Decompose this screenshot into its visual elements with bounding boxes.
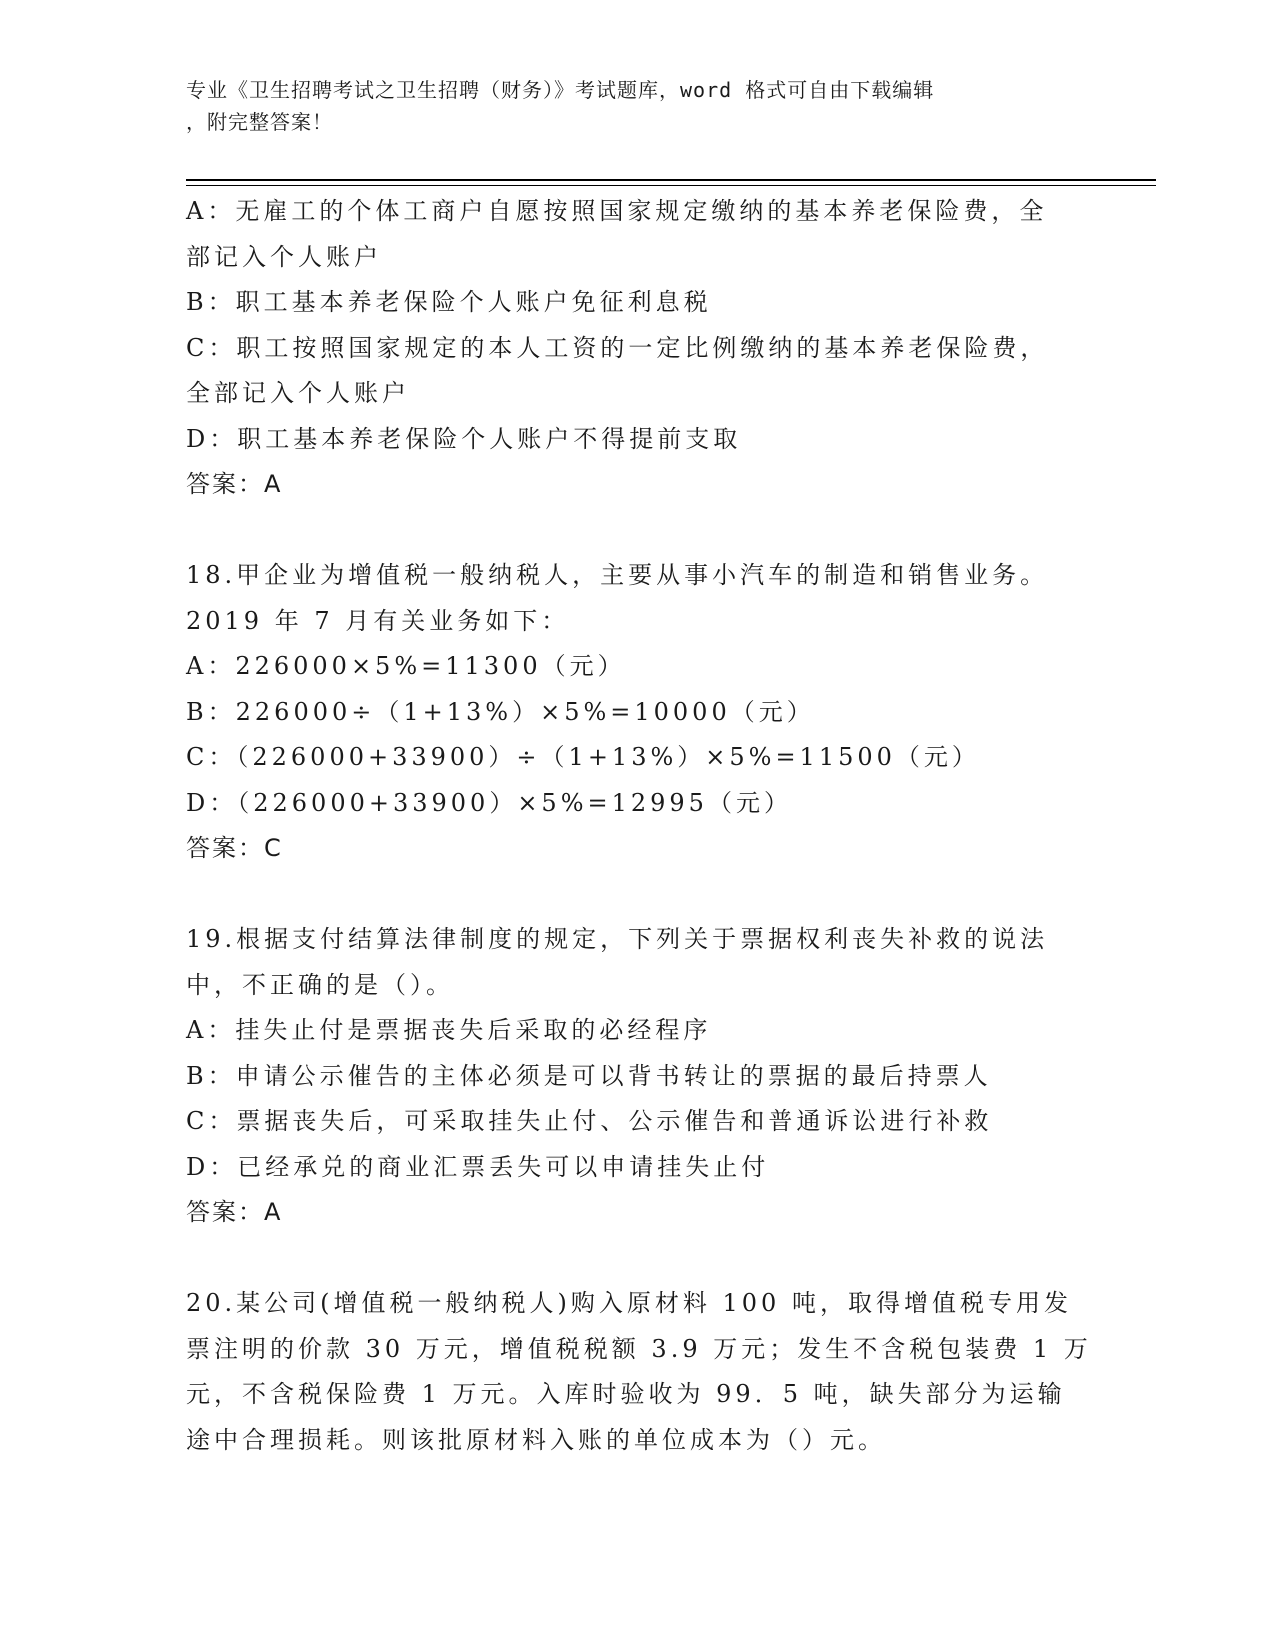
answer-19: 答案：A — [186, 1198, 283, 1226]
question-stem-line-2: 中，不正确的是（）。 — [186, 970, 454, 999]
question-stem-line-1: 18.甲企业为增值税一般纳税人，主要从事小汽车的制造和销售业务。 — [186, 561, 1049, 589]
question-20 — [186, 1281, 1092, 1463]
option-d: D：已经承兑的商业汇票丢失可以申请挂失止付 — [186, 1152, 770, 1181]
option-a-line-2: 部记入个人账户 — [186, 242, 382, 271]
question-18 — [186, 553, 1086, 872]
option-d: D：职工基本养老保险个人账户不得提前支取 — [186, 424, 742, 453]
option-c: C：票据丧失后，可采取挂失止付、公示催告和普通诉讼进行补救 — [186, 1107, 993, 1135]
option-c-line-1: C：职工按照国家规定的本人工资的一定比例缴纳的基本养老保险费， — [186, 333, 1049, 362]
question-stem-line-2: 票注明的价款 30 万元，增值税税额 3.9 万元；发生不含税包装费 1 万 — [186, 1334, 1092, 1363]
spacer — [186, 1236, 1086, 1282]
document-body — [186, 189, 1092, 1463]
option-c: C：（226000+33900）÷（1+13%）×5%=11500（元） — [186, 743, 980, 771]
question-stem-line-2: 2019 年 7 月有关业务如下： — [186, 606, 570, 635]
question-stem-line-1: 20.某公司(增值税一般纳税人)购入原材料 100 吨，取得增值税专用发 — [186, 1289, 1072, 1317]
question-19 — [186, 917, 1086, 1236]
option-b: B：226000÷（1+13%）×5%=10000（元） — [186, 697, 815, 726]
option-d: D：（226000+33900）×5%=12995（元） — [186, 788, 792, 817]
answer-17: 答案：A — [186, 470, 283, 498]
spacer — [186, 508, 1086, 554]
header-line-1: 专业《卫生招聘考试之卫生招聘（财务）》考试题库，word 格式可自由下载编辑 — [186, 78, 935, 102]
question-stem-line-3: 元，不含税保险费 1 万元。入库时验收为 99．5 吨，缺失部分为运输 — [186, 1380, 1066, 1408]
document-header — [186, 74, 1086, 138]
option-a: A：226000×5%=11300（元） — [186, 652, 626, 680]
spacer — [186, 872, 1086, 918]
question-stem-line-1: 19.根据支付结算法律制度的规定，下列关于票据权利丧失补救的说法 — [186, 925, 1049, 953]
answer-18: 答案：C — [186, 834, 283, 862]
header-divider-thick — [186, 179, 1156, 181]
option-c-line-2: 全部记入个人账户 — [186, 379, 410, 407]
option-a: A：挂失止付是票据丧失后采取的必经程序 — [186, 1016, 712, 1044]
question-17-options — [186, 189, 1086, 508]
option-a-line-1: A：无雇工的个体工商户自愿按照国家规定缴纳的基本养老保险费，全 — [186, 197, 1048, 225]
question-stem-line-4: 途中合理损耗。则该批原材料入账的单位成本为（）元。 — [186, 1425, 886, 1454]
option-b: B：职工基本养老保险个人账户免征利息税 — [186, 288, 712, 316]
option-b: B：申请公示催告的主体必须是可以背书转让的票据的最后持票人 — [186, 1061, 992, 1090]
header-line-2: ，附完整答案！ — [186, 110, 333, 134]
header-divider-thin — [186, 185, 1156, 186]
